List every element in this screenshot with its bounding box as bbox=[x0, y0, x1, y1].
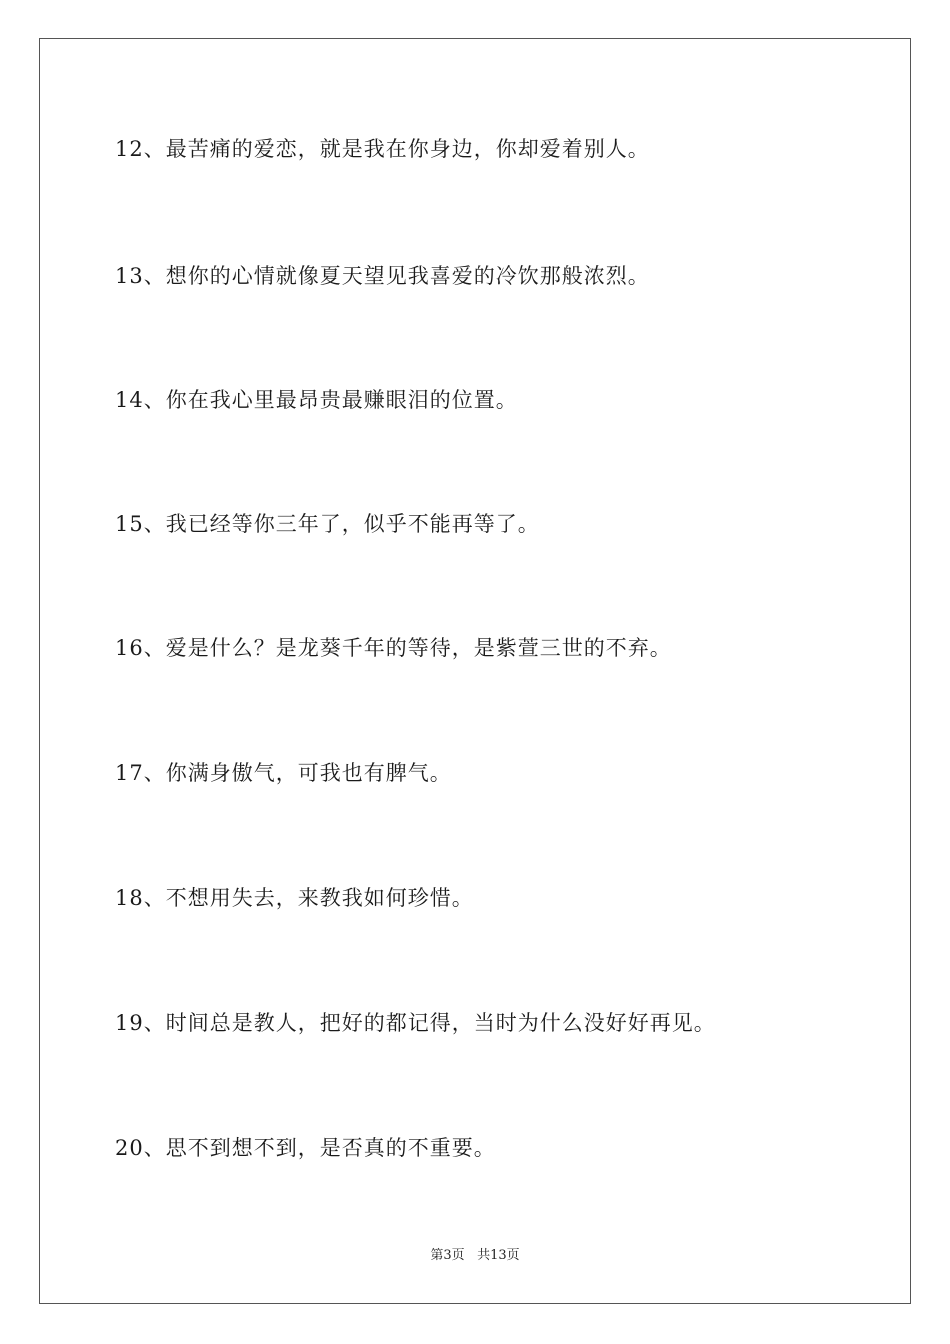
text-line-18: 18、不想用失去，来教我如何珍惜。 bbox=[115, 886, 474, 910]
page-number: 第3页 bbox=[430, 1248, 465, 1263]
text-line-12: 12、最苦痛的爱恋，就是我在你身边，你却爱着别人。 bbox=[115, 137, 650, 161]
page-total: 共13页 bbox=[477, 1248, 520, 1263]
page-footer bbox=[0, 1247, 950, 1265]
text-line-20: 20、思不到想不到，是否真的不重要。 bbox=[115, 1136, 496, 1160]
text-line-15: 15、我已经等你三年了，似乎不能再等了。 bbox=[115, 512, 540, 536]
text-line-16: 16、爱是什么？是龙葵千年的等待，是紫萱三世的不弃。 bbox=[115, 636, 672, 660]
text-line-17: 17、你满身傲气，可我也有脾气。 bbox=[115, 761, 452, 785]
text-line-14: 14、你在我心里最昂贵最赚眼泪的位置。 bbox=[115, 388, 518, 412]
text-line-13: 13、想你的心情就像夏天望见我喜爱的冷饮那般浓烈。 bbox=[115, 264, 650, 288]
text-line-19: 19、时间总是教人，把好的都记得，当时为什么没好好再见。 bbox=[115, 1011, 716, 1035]
page-frame bbox=[39, 38, 911, 1304]
